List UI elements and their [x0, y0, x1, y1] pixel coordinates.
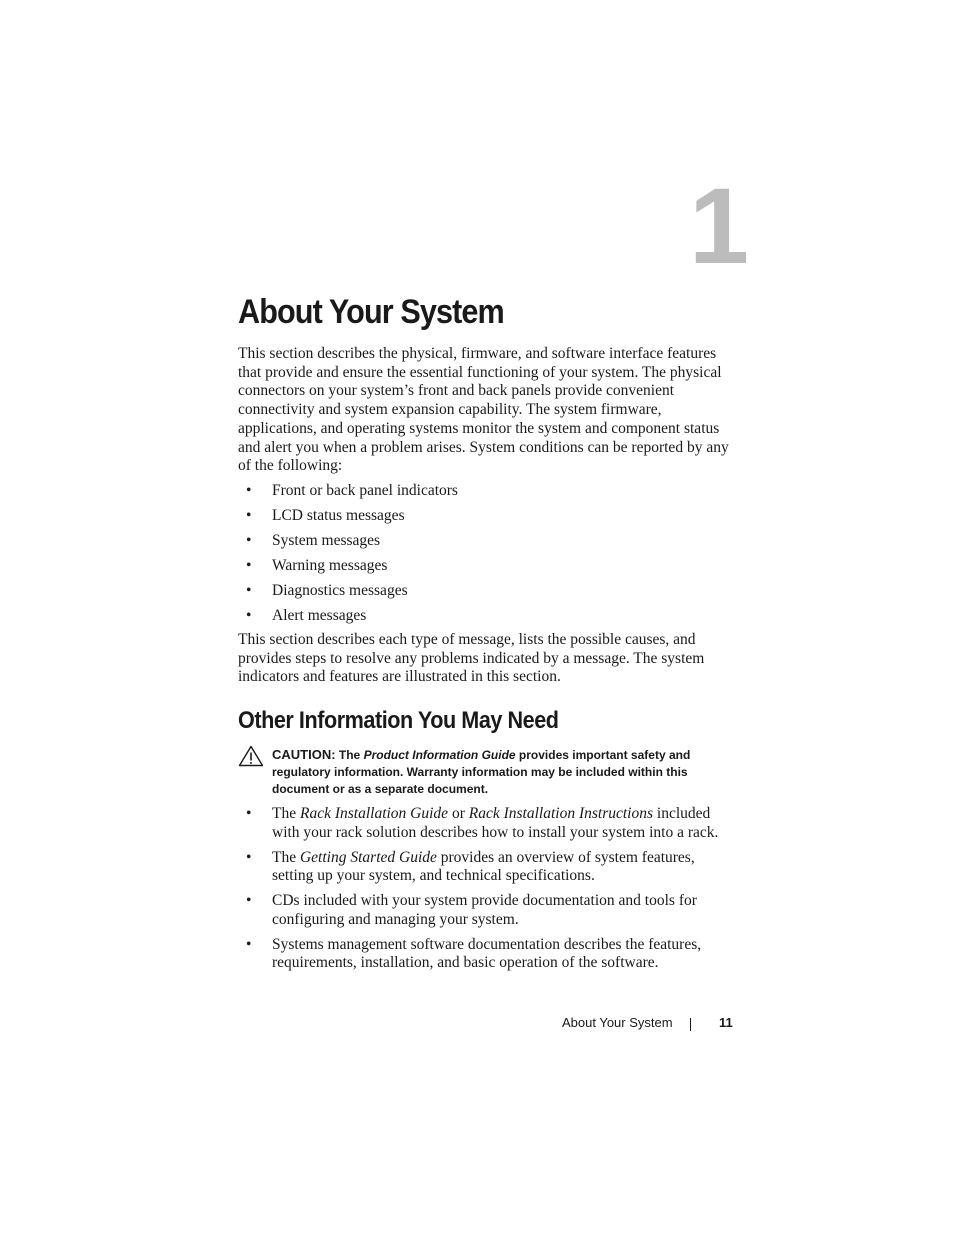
chapter-number: 1 [689, 165, 750, 286]
list-item: • Systems management software documentation describes the features, requirements, installation, and basic operation of the software. [246, 935, 702, 972]
warning-triangle-icon [238, 745, 264, 767]
list-item: • Warning messages [246, 557, 388, 574]
followup-paragraph: This section describes each type of message, lists the possible causes, and provides steps to resolve any problems indicated by a message. The system indicators and features are illustrated in this section. [238, 631, 705, 686]
documentation-list [238, 805, 738, 979]
list-item: • Diagnostics messages [246, 582, 408, 599]
list-item: • System messages [246, 532, 381, 549]
caution-label: CAUTION: [272, 747, 336, 762]
intro-paragraph: This section describes the physical, firmware, and software interface features that provide and ensure the essential functioning of your system. The physical connectors on your system’s front and back panels provide convenient connectivity and system expansion capability. The system firmware, applications, and operating systems monitor the system and component status and alert you when a problem arises. System conditions can be reported by any of the following: [238, 345, 729, 475]
list-item: • The Rack Installation Guide or Rack Installation Instructions included with your rack solution describes how to install your system into a rack. [246, 805, 719, 841]
caution-text: CAUTION: The Product Information Guide provides important safety and regulatory information. Warranty information may be included within this document or as a separate document. [272, 747, 691, 796]
list-item: • Front or back panel indicators [246, 482, 458, 499]
list-item: • CDs included with your system provide documentation and tools for configuring and managing your system. [246, 892, 697, 928]
footer-separator [690, 1018, 691, 1031]
section-heading: Other Information You May Need [238, 707, 559, 734]
list-item: • LCD status messages [246, 507, 405, 524]
list-item: • Alert messages [246, 607, 367, 624]
footer-section-title: About Your System [562, 1015, 673, 1030]
page-number: 11 [719, 1015, 733, 1030]
list-item: • The Getting Started Guide provides an overview of system features, setting up your system, and technical specifications. [246, 848, 695, 885]
indicator-list [238, 482, 738, 632]
page-title: About Your System [238, 293, 504, 331]
